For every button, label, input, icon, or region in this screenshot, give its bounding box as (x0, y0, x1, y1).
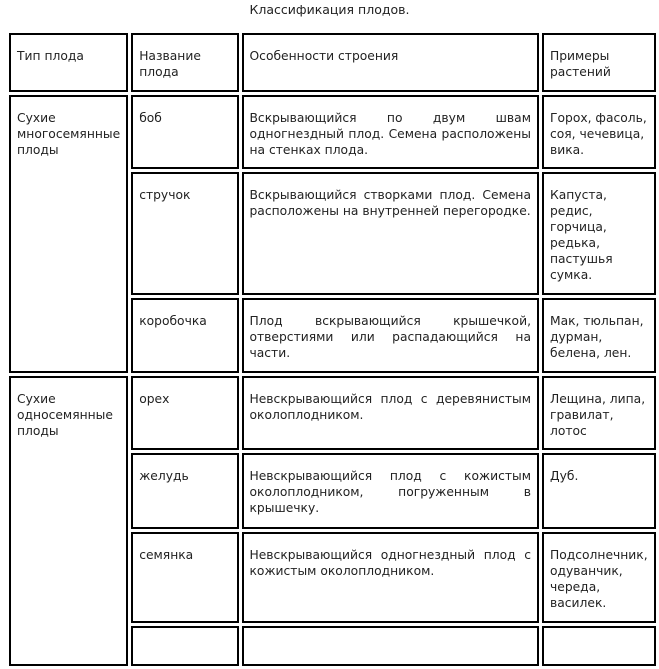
header-row (9, 33, 656, 92)
fruit-name-cell: стручок (131, 172, 238, 295)
features-cell: Вскрывающийся по двум швам одногнездный плод. Семена расположены на стенках плода. (242, 95, 539, 169)
empty-cell (131, 626, 238, 666)
table-row (9, 376, 656, 450)
table-caption: Классификация плодов. (249, 2, 410, 17)
empty-cell (542, 626, 656, 666)
header-features: Особенности строения (242, 33, 539, 92)
examples-cell: Дуб. (542, 453, 656, 529)
table-row (9, 95, 656, 169)
examples-cell: Капуста, редис, горчица, редька, пастушья сумка. (542, 172, 656, 295)
fruit-name-cell: коробочка (131, 298, 238, 373)
fruit-type-cell: Сухие односемянные плоды (9, 376, 128, 666)
fruit-name-cell: семянка (131, 532, 238, 623)
fruit-classification-table (6, 30, 659, 669)
features-cell: Вскрывающийся створками плод. Семена расположены на внутренней перегородке. (242, 172, 539, 295)
header-name: Название плода (131, 33, 238, 92)
examples-cell: Горох, фасоль, соя, чечевица, вика. (542, 95, 656, 169)
examples-cell: Подсолнечник, одуванчик, череда, василек. (542, 532, 656, 623)
features-cell: Невскрывающийся одногнездный плод с кожистым околоплодником. (242, 532, 539, 623)
features-cell: Плод вскрывающийся крышечкой, отверстиями или распадающийся на части. (242, 298, 539, 373)
fruit-type-cell: Сухие многосемянные плоды (9, 95, 128, 373)
fruit-name-cell: боб (131, 95, 238, 169)
header-type: Тип плода (9, 33, 128, 92)
examples-cell: Мак, тюльпан, дурман, белена, лен. (542, 298, 656, 373)
examples-cell: Лещина, липа, гравилат, лотос (542, 376, 656, 450)
header-examples: Примеры растений (542, 33, 656, 92)
features-cell: Невскрывающийся плод с деревянистым околоплодником. (242, 376, 539, 450)
features-cell: Невскрывающийся плод с кожистым околоплодником, погруженным в крышечку. (242, 453, 539, 529)
fruit-name-cell: орех (131, 376, 238, 450)
fruit-name-cell: желудь (131, 453, 238, 529)
empty-cell (242, 626, 539, 666)
